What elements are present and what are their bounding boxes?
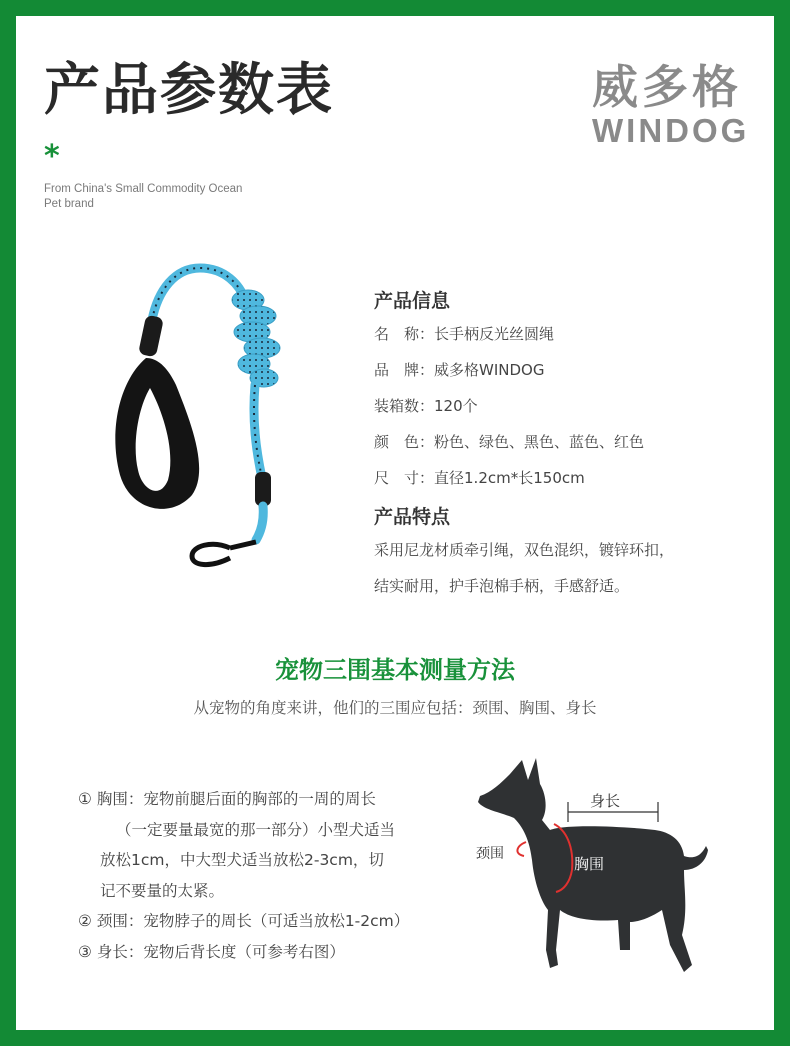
page-title: 产品参数表: [44, 58, 334, 123]
label-neck: 颈围: [476, 846, 504, 862]
snap-hook: [192, 542, 256, 565]
leash-product-image: [80, 250, 330, 600]
info-value: 威多格WINDOG: [434, 361, 545, 379]
instruction-line: 记不要量的太紧。: [100, 881, 225, 900]
info-value: 120个: [434, 397, 478, 415]
measurement-subtitle: 从宠物的角度来讲，他们的三围应包括：颈围、胸围、身长: [193, 699, 597, 717]
subtitle-line-1: From China's Small Commodity Ocean: [44, 183, 243, 195]
info-value: 粉色、绿色、黑色、蓝色、红色: [434, 433, 645, 451]
info-label: 尺 寸：: [374, 469, 435, 487]
brand-logo-english: WINDOG: [592, 112, 750, 149]
instruction-line: 放松1cm，中大型犬适当放松2-3cm，切: [100, 851, 384, 869]
info-label: 品 牌：: [374, 361, 435, 379]
info-label: 名 称：: [374, 325, 435, 343]
instruction-line: ② 颈围：宠物脖子的周长（可适当放松1-2cm）: [78, 912, 410, 930]
measurement-instructions: [78, 784, 458, 967]
asterisk-decoration: *: [44, 139, 60, 174]
info-value: 直径1.2cm*长150cm: [434, 469, 585, 487]
label-chest: 胸围: [574, 855, 605, 873]
info-value: 长手柄反光丝圆绳: [434, 325, 555, 343]
dog-measurement-diagram: [470, 750, 710, 980]
brand-logo-chinese: 威多格: [592, 60, 742, 114]
foam-handle: [115, 358, 199, 509]
label-body-length: 身长: [590, 792, 621, 810]
rope-coils: [232, 290, 280, 387]
features-line-1: 采用尼龙材质牵引绳，双色混织，镀锌环扣，: [374, 541, 675, 559]
info-row-size: [374, 460, 764, 496]
info-row-name: [374, 316, 764, 352]
info-row-color: [374, 424, 764, 460]
product-info-heading: 产品信息: [374, 290, 451, 312]
measurement-title: 宠物三围基本测量方法: [275, 656, 515, 684]
info-row-carton: [374, 388, 764, 424]
features-line-2: 结实耐用，护手泡棉手柄，手感舒适。: [374, 577, 630, 595]
instruction-line: （一定要量最宽的那一部分）小型犬适当: [116, 820, 396, 839]
instruction-line: ③ 身长：宠物后背长度（可参考右图）: [78, 942, 345, 961]
subtitle-line-2: Pet brand: [44, 198, 94, 210]
brand-subtitle: [44, 182, 242, 212]
product-info-section: [374, 286, 764, 604]
instruction-line: ① 胸围：宠物前腿后面的胸部的一周的周长: [78, 790, 376, 808]
info-row-brand: [374, 352, 764, 388]
info-label: 装箱数：: [374, 397, 435, 415]
info-label: 颜 色：: [374, 433, 435, 451]
features-heading: 产品特点: [374, 506, 451, 528]
